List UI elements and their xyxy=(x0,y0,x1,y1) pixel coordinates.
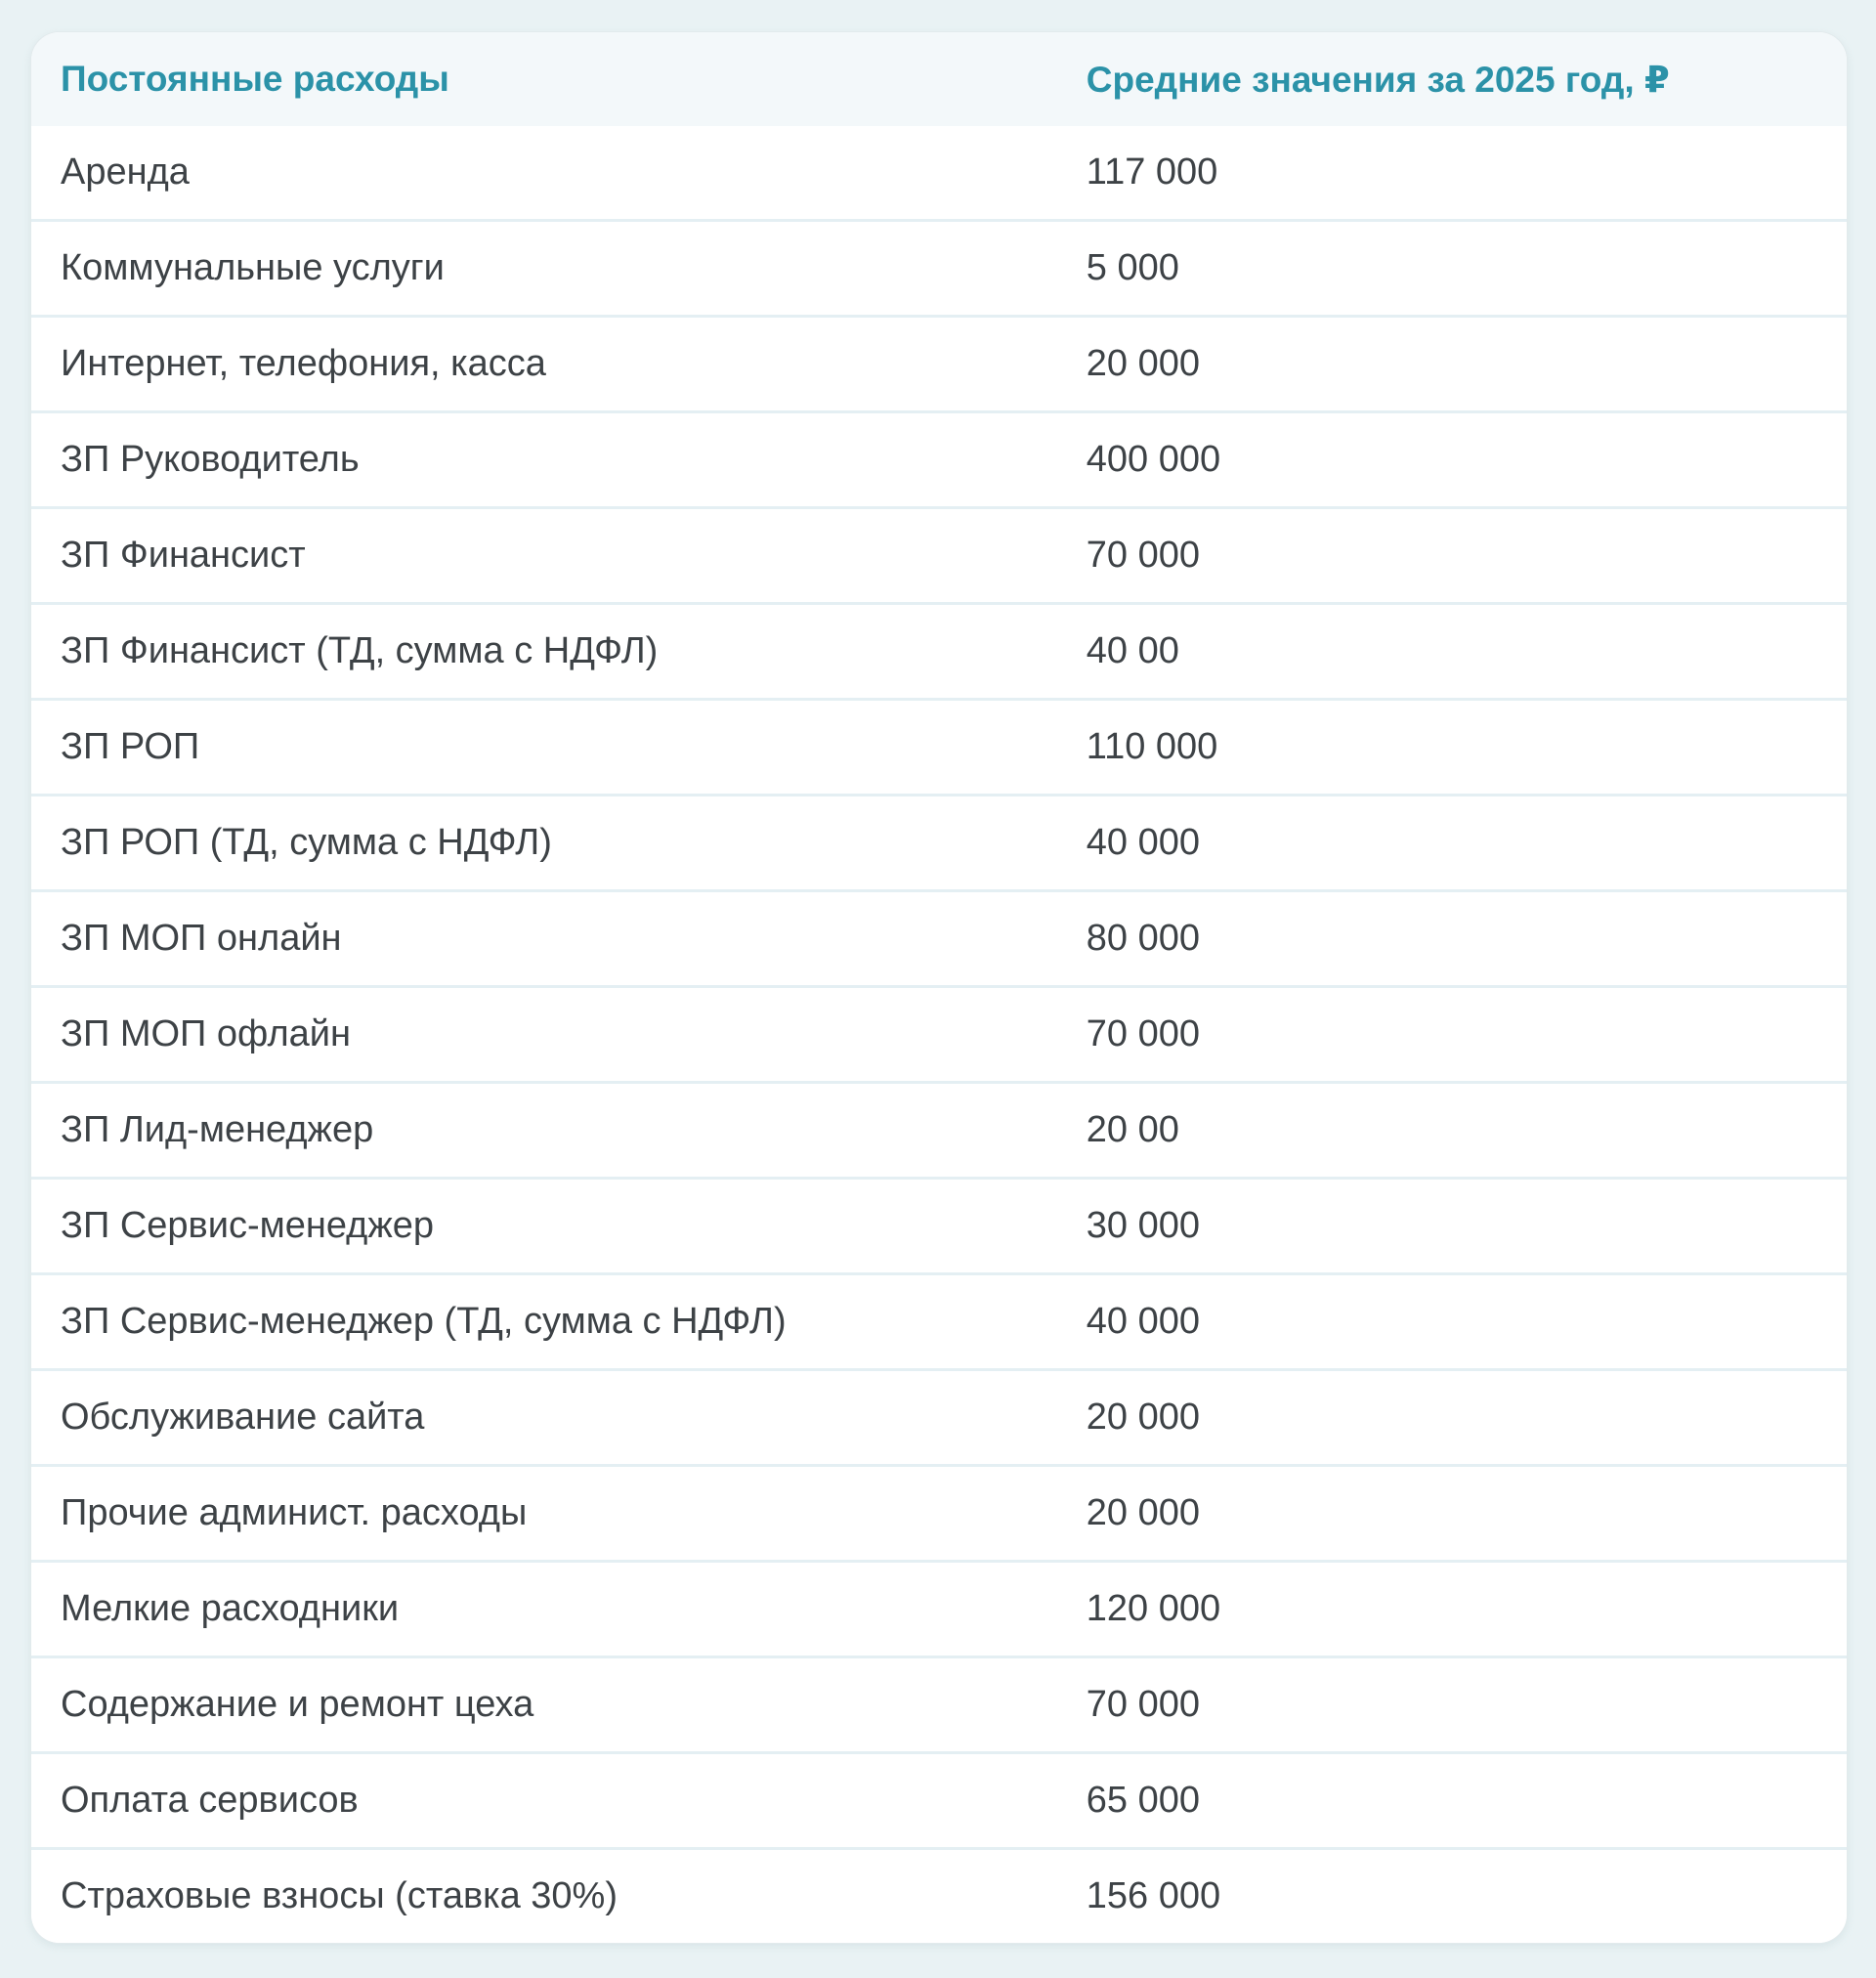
expense-value: 70 000 xyxy=(1057,1657,1847,1753)
expense-value: 80 000 xyxy=(1057,891,1847,987)
table-row xyxy=(31,1849,1847,1944)
expense-value: 65 000 xyxy=(1057,1753,1847,1849)
expense-label: Оплата сервисов xyxy=(31,1753,1057,1849)
table-row xyxy=(31,1562,1847,1657)
expense-label: ЗП Финансист xyxy=(31,508,1057,604)
table-row xyxy=(31,1753,1847,1849)
expense-value: 70 000 xyxy=(1057,508,1847,604)
table-row xyxy=(31,1179,1847,1274)
expense-label: Страховые взносы (ставка 30%) xyxy=(31,1849,1057,1944)
expense-label: ЗП РОП (ТД, сумма с НДФЛ) xyxy=(31,796,1057,891)
expense-value: 20 00 xyxy=(1057,1083,1847,1179)
table-row xyxy=(31,126,1847,221)
table-row xyxy=(31,1466,1847,1562)
fixed-expenses-table xyxy=(31,32,1847,1943)
expense-label: ЗП Сервис-менеджер (ТД, сумма с НДФЛ) xyxy=(31,1274,1057,1370)
expense-label: Содержание и ремонт цеха xyxy=(31,1657,1057,1753)
table-row xyxy=(31,1083,1847,1179)
expense-value: 400 000 xyxy=(1057,412,1847,508)
fixed-expenses-card xyxy=(30,31,1848,1944)
expense-label: ЗП МОП онлайн xyxy=(31,891,1057,987)
expense-label: Мелкие расходники xyxy=(31,1562,1057,1657)
expense-label: ЗП Сервис-менеджер xyxy=(31,1179,1057,1274)
expense-value: 156 000 xyxy=(1057,1849,1847,1944)
expense-value: 5 000 xyxy=(1057,221,1847,317)
expense-value: 40 000 xyxy=(1057,796,1847,891)
expense-value: 70 000 xyxy=(1057,987,1847,1083)
expense-value: 20 000 xyxy=(1057,1466,1847,1562)
column-header-expense-name: Постоянные расходы xyxy=(31,32,1057,126)
expense-value: 20 000 xyxy=(1057,317,1847,412)
table-row xyxy=(31,987,1847,1083)
expense-label: ЗП МОП офлайн xyxy=(31,987,1057,1083)
table-row xyxy=(31,796,1847,891)
table-row xyxy=(31,412,1847,508)
table-body xyxy=(31,126,1847,1943)
table-row xyxy=(31,508,1847,604)
table-row xyxy=(31,1370,1847,1466)
table-row xyxy=(31,891,1847,987)
expense-value: 40 000 xyxy=(1057,1274,1847,1370)
expense-value: 120 000 xyxy=(1057,1562,1847,1657)
expense-value: 110 000 xyxy=(1057,700,1847,796)
expense-label: Коммунальные услуги xyxy=(31,221,1057,317)
expense-label: ЗП Финансист (ТД, сумма с НДФЛ) xyxy=(31,604,1057,700)
expense-label: ЗП Руководитель xyxy=(31,412,1057,508)
expense-value: 40 00 xyxy=(1057,604,1847,700)
expense-value: 117 000 xyxy=(1057,126,1847,221)
expense-label: Обслуживание сайта xyxy=(31,1370,1057,1466)
table-row xyxy=(31,700,1847,796)
expense-label: Интернет, телефония, касса xyxy=(31,317,1057,412)
expense-label: ЗП РОП xyxy=(31,700,1057,796)
expense-value: 30 000 xyxy=(1057,1179,1847,1274)
expense-value: 20 000 xyxy=(1057,1370,1847,1466)
table-row xyxy=(31,1657,1847,1753)
expense-label: ЗП Лид-менеджер xyxy=(31,1083,1057,1179)
expense-label: Прочие админист. расходы xyxy=(31,1466,1057,1562)
table-row xyxy=(31,317,1847,412)
table-header-row xyxy=(31,32,1847,126)
table-row xyxy=(31,604,1847,700)
column-header-average-2025: Средние значения за 2025 год, ₽ xyxy=(1057,32,1847,126)
table-row xyxy=(31,1274,1847,1370)
table-row xyxy=(31,221,1847,317)
expense-label: Аренда xyxy=(31,126,1057,221)
